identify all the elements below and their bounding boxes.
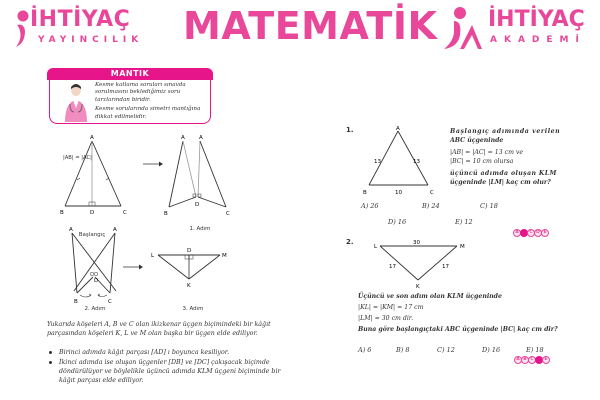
q2-option-d[interactable]: D) 16 (482, 346, 501, 354)
q2-option-a[interactable]: A) 6 (358, 346, 372, 354)
bullet-text: İkinci adımda ise oluşan üçgenler [DB] ve [DC] çakışacak biçimde döndürülüyor ve böylelikle üçüncü adımda KLM üçgeni biçiminde bir kâğıt parçası elde ediliyor. (59, 359, 281, 384)
q2-option-c[interactable]: C) 12 (437, 346, 455, 354)
mantik-box (47, 68, 213, 126)
left-logo-sub: YAYINCILIK (38, 35, 144, 45)
vertex-a-left: A (181, 135, 185, 141)
question-2-number: 2. (346, 238, 354, 246)
vertex-b: B (164, 211, 168, 217)
ihtiyac-akademi-logo (440, 5, 600, 53)
mantik-line-2: Kesme sorularında simetri mantığına dikkat edilmelidir. (95, 106, 201, 120)
q2-option-b[interactable]: B) 8 (396, 346, 410, 354)
ihtiyac-yayincilik-logo (8, 5, 158, 53)
vertex-k: K (187, 283, 191, 289)
mantik-line-1: Kesme katlama soruları sınavda sorulmasını beklediğimiz soru tarzlarından biridir. (95, 82, 186, 103)
q1-option-b[interactable]: B) 24 (422, 202, 440, 210)
side-ac: 13 (413, 159, 420, 165)
vertex-b: B (363, 190, 367, 195)
vertex-c: C (430, 190, 434, 195)
bullet-dot-icon (49, 351, 52, 354)
side-bc: 10 (395, 190, 402, 195)
vertex-a: A (90, 135, 94, 141)
q2-line: Buna göre başlangıçtaki ABC üçgeninde |BC| kaç cm dir? (358, 326, 558, 333)
bullet-text: Birinci adımda kâğıt parçası [AD] ı boyunca kesiliyor. (59, 349, 230, 356)
vertex-b: B (60, 210, 64, 215)
vertex-l: L (151, 253, 155, 259)
logo-mark-icon (440, 5, 488, 53)
vertex-a-right: A (199, 135, 203, 141)
bullet-item (47, 358, 292, 385)
side-lm: 30 (413, 240, 420, 246)
right-logo-brand: İHTİYAÇ (488, 7, 585, 32)
page-title: MATEMATİK (183, 4, 438, 48)
answer-circle-c: C (527, 229, 535, 237)
caption-step1: 1. Adım (189, 226, 211, 232)
q1-option-c[interactable]: C) 18 (480, 202, 498, 210)
label-ab-eq-ac: |AB| = |AC| (63, 155, 92, 161)
side-km: 17 (442, 264, 449, 270)
figure-step1 (163, 135, 243, 220)
q1-line: ABC üçgeninde (450, 137, 504, 144)
vertex-c: C (108, 299, 112, 305)
answer-circle-d: D (534, 229, 542, 237)
arrow-right-icon (123, 263, 145, 271)
q2-line: |KL| = |KM| = 17 cm (358, 304, 424, 311)
q1-option-a[interactable]: A) 26 (361, 202, 379, 210)
answer-circle-e: E (542, 356, 550, 364)
answer-circle-e: E (541, 229, 549, 237)
vertex-d: D (195, 202, 200, 208)
answer-circle-c: C (528, 356, 536, 364)
q1-option-e[interactable]: E) 12 (455, 218, 473, 226)
mantik-text (95, 82, 213, 123)
vertex-k: K (416, 284, 420, 290)
description-intro: Yukarıda köşeleri A, B ve C olan ikizkenar üçgen biçimindeki bir kâğıt parçasından köşeleri K, L ve M olan başka bir üçgen elde ediliyor. (47, 321, 271, 337)
doctor-icon (62, 80, 90, 122)
question-1-text (450, 127, 570, 187)
caption-start: Başlangıç (78, 232, 106, 238)
question-1-number: 1. (346, 126, 354, 134)
side-ab: 13 (374, 159, 381, 165)
answer-circle-b: B (521, 356, 529, 364)
description-bullets (47, 348, 292, 386)
logo-mark-icon (12, 9, 32, 49)
side-kl: 17 (389, 264, 396, 270)
vertex-d: D (94, 278, 99, 284)
answer-circle-a: A (514, 356, 522, 364)
vertex-a-left: A (69, 227, 73, 233)
vertex-c: C (226, 211, 230, 217)
q2-line: |LM| = 30 cm dir. (358, 315, 414, 322)
q1-line: üçgeninde |LM| kaç cm olur? (450, 179, 551, 186)
q2-option-e[interactable]: E) 18 (526, 346, 544, 354)
figure-step3 (150, 245, 230, 295)
figure-start (60, 135, 140, 215)
question-2-figure (372, 240, 472, 290)
vertex-m: M (460, 244, 465, 250)
vertex-c: C (123, 210, 127, 215)
q2-line: Üçüncü ve son adım olan KLM üçgeninde (358, 293, 502, 300)
q1-option-d[interactable]: D) 16 (388, 218, 407, 226)
q1-line: Başlangıç adımında verilen (450, 128, 561, 135)
q1-line: |AB| = |AC| = 13 cm ve (450, 149, 524, 156)
arrow-right-icon (143, 160, 165, 168)
caption-step3: 3. Adım (182, 306, 204, 312)
vertex-b: B (74, 299, 78, 305)
bullet-item (47, 348, 292, 357)
right-logo-sub: AKADEMİ (490, 35, 586, 45)
answer-circle-b: B (520, 229, 528, 237)
mantik-title: MANTIK (47, 68, 213, 80)
bullet-dot-icon (49, 361, 52, 364)
vertex-l: L (374, 244, 378, 250)
answer-circle-d: D (535, 356, 543, 364)
vertex-a-right: A (113, 227, 117, 233)
question-2-text (358, 292, 598, 334)
vertex-d: D (90, 210, 95, 215)
caption-step2: 2. Adım (84, 306, 106, 312)
q1-line: üçüncü adımda oluşan KLM (450, 170, 557, 177)
q1-line: |BC| = 10 cm olursa (450, 158, 514, 165)
figure-step2 (62, 225, 127, 305)
vertex-d: D (187, 248, 192, 254)
vertex-m: M (222, 253, 227, 259)
q1-answer-key (513, 229, 548, 237)
q2-answer-key (514, 356, 549, 364)
left-logo-brand: İHTİYAÇ (30, 7, 131, 32)
answer-circle-a: A (513, 229, 521, 237)
mantik-body (49, 80, 211, 124)
question-1-figure (362, 125, 437, 195)
vertex-a: A (396, 126, 400, 132)
